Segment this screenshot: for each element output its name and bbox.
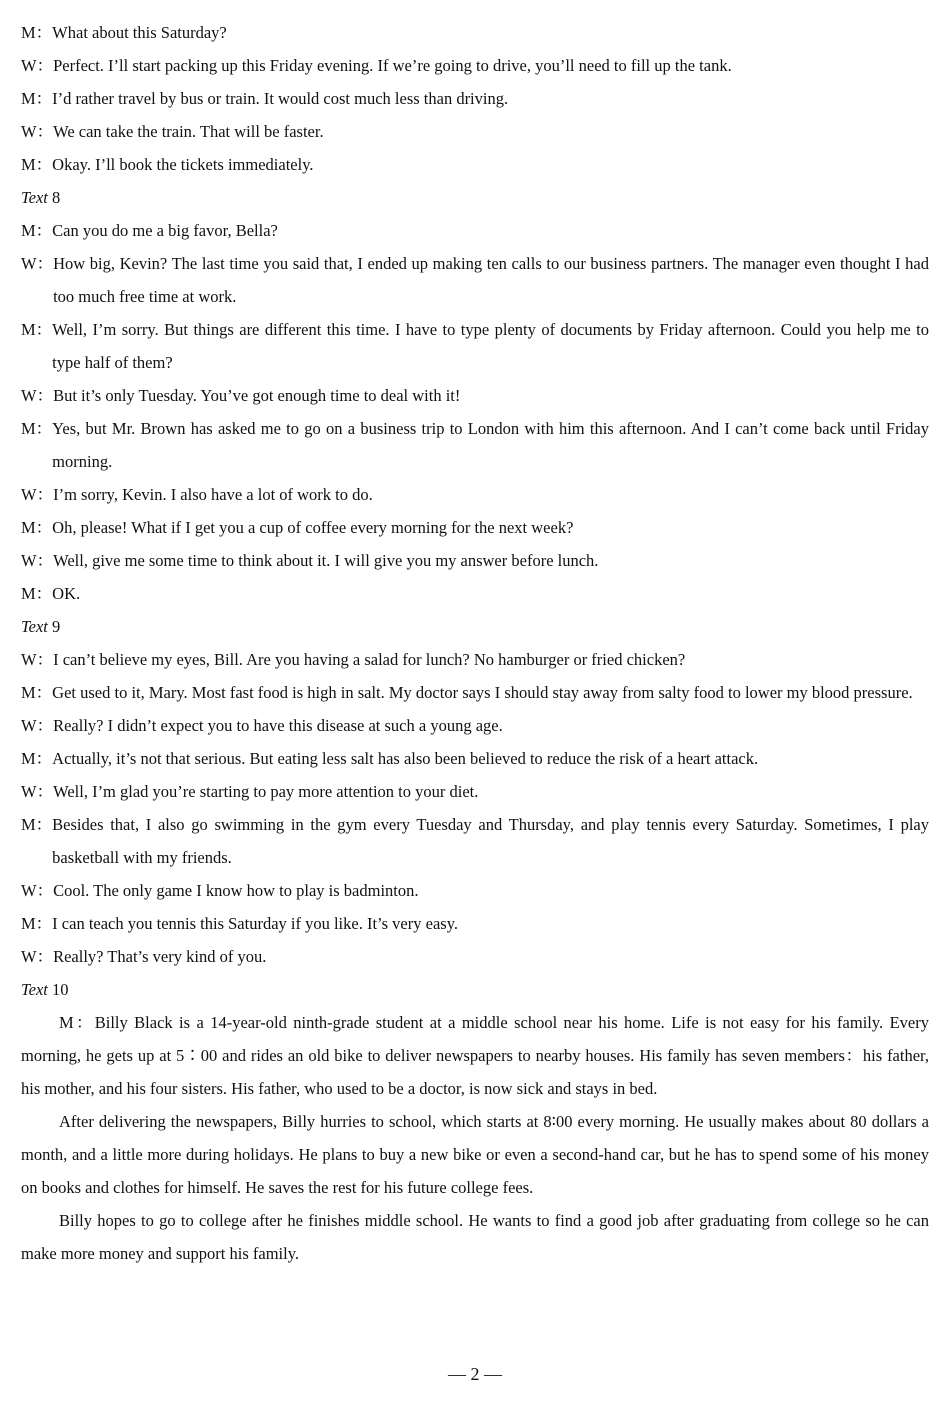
dialogue-turn (21, 808, 929, 874)
speaker-label: W： (21, 551, 54, 570)
utterance: How big, Kevin? The last time you said that, I ended up making ten calls to our business partners. The manager even thought I had too much free time at work. (53, 254, 929, 306)
utterance: OK. (52, 584, 81, 603)
dialogue-turn (21, 676, 929, 709)
speaker-label: M： (21, 749, 53, 768)
speaker-label: W： (21, 56, 54, 75)
speaker-label: M： (21, 155, 53, 174)
utterance: Cool. The only game I know how to play is badminton. (53, 881, 419, 900)
speaker-label: M： (21, 89, 53, 108)
monologue-paragraph: After delivering the newspapers, Billy hurries to school, which starts at 8∶00 every morning. He usually makes about 80 dollars a month, and a little more during holidays. He plans to buy a new bike or even a second-hand car, but he has to spend some of his money on books and clothes for himself. He saves the rest for his future college fees. (21, 1112, 929, 1197)
utterance: Well, give me some time to think about it. I will give you my answer before lunch. (53, 551, 599, 570)
speaker-label: M： (21, 221, 53, 240)
speaker-label: M： (21, 518, 53, 537)
utterance: I’m sorry, Kevin. I also have a lot of work to do. (53, 485, 373, 504)
speaker-label: W： (21, 782, 54, 801)
dialogue-turn (21, 478, 929, 511)
page-number: — 2 — (448, 1364, 502, 1384)
dialogue-turn (21, 49, 929, 82)
utterance: Besides that, I also go swimming in the gym every Tuesday and Thursday, and play tennis every Saturday. Sometimes, I play basketball with my friends. (52, 815, 929, 867)
dialogue-turn (21, 709, 929, 742)
dialogue-turn (21, 511, 929, 544)
speaker-label: W： (21, 485, 54, 504)
heading-label: Text (21, 617, 48, 636)
utterance: I’d rather travel by bus or train. It would cost much less than driving. (52, 89, 509, 108)
heading-number: 8 (47, 188, 61, 207)
dialogue-turn (21, 412, 929, 478)
utterance: Perfect. I’ll start packing up this Friday evening. If we’re going to drive, you’ll need to fill up the tank. (53, 56, 732, 75)
dialogue-turn (21, 577, 929, 610)
speaker-label: M： (21, 419, 53, 438)
speaker-label: W： (21, 881, 54, 900)
dialogue-turn (21, 643, 929, 676)
section-heading-text-9 (21, 610, 929, 643)
utterance: But it’s only Tuesday. You’ve got enough time to deal with it! (53, 386, 461, 405)
speaker-label: W： (21, 254, 54, 273)
dialogue-turn (21, 16, 929, 49)
utterance: Actually, it’s not that serious. But eating less salt has also been believed to reduce the risk of a heart attack. (52, 749, 759, 768)
speaker-label: W： (21, 716, 54, 735)
utterance: Get used to it, Mary. Most fast food is high in salt. My doctor says I should stay away from salty food to lower my blood pressure. (52, 683, 913, 702)
monologue-paragraph: M：Billy Black is a 14-year-old ninth-grade student at a middle school near his home. Life is not easy for his family. Every morning, he gets up at 5∶00 and rides an old bike to deliver newspapers to nearby houses. His family has seven members：his father, his mother, and his four sisters. His father, who used to be a doctor, is now sick and stays in bed. (21, 1013, 929, 1098)
dialogue-turn (21, 940, 929, 973)
utterance: Really? That’s very kind of you. (53, 947, 267, 966)
speaker-label: M： (21, 23, 53, 42)
dialogue-turn (21, 379, 929, 412)
utterance: We can take the train. That will be faster. (53, 122, 324, 141)
utterance: Well, I’m glad you’re starting to pay more attention to your diet. (53, 782, 479, 801)
section-heading-text-10 (21, 973, 929, 1006)
utterance: Really? I didn’t expect you to have this disease at such a young age. (53, 716, 503, 735)
speaker-label: W： (21, 386, 54, 405)
heading-number: 9 (47, 617, 61, 636)
speaker-label: W： (21, 122, 54, 141)
speaker-label: M： (21, 815, 53, 834)
utterance: Okay. I’ll book the tickets immediately. (52, 155, 314, 174)
speaker-label: M： (21, 320, 53, 339)
dialogue-turn (21, 313, 929, 379)
dialogue-turn (21, 82, 929, 115)
dialogue-turn (21, 775, 929, 808)
dialogue-turn (21, 148, 929, 181)
dialogue-turn (21, 874, 929, 907)
monologue-paragraph: Billy hopes to go to college after he finishes middle school. He wants to find a good job after graduating from college so he can make more money and support his family. (21, 1211, 929, 1263)
utterance: What about this Saturday? (52, 23, 227, 42)
dialogue-turn (21, 247, 929, 313)
speaker-label: M： (21, 914, 53, 933)
dialogue-turn (21, 115, 929, 148)
dialogue-turn (21, 742, 929, 775)
utterance: Well, I’m sorry. But things are different this time. I have to type plenty of documents by Friday afternoon. Could you help me to type half of them? (52, 320, 929, 372)
heading-number: 10 (47, 980, 69, 999)
dialogue-turn (21, 544, 929, 577)
speaker-label: W： (21, 947, 54, 966)
heading-label: Text (21, 980, 48, 999)
section-heading-text-8 (21, 181, 929, 214)
speaker-label: M： (21, 683, 53, 702)
utterance: I can teach you tennis this Saturday if you like. It’s very easy. (52, 914, 458, 933)
utterance: Can you do me a big favor, Bella? (52, 221, 278, 240)
dialogue-turn (21, 907, 929, 940)
speaker-label: W： (21, 650, 54, 669)
utterance: I can’t believe my eyes, Bill. Are you having a salad for lunch? No hamburger or fried chicken? (53, 650, 686, 669)
dialogue-turn (21, 214, 929, 247)
speaker-label: M： (21, 584, 53, 603)
transcript (21, 16, 929, 1270)
utterance: Oh, please! What if I get you a cup of coffee every morning for the next week? (52, 518, 574, 537)
utterance: Yes, but Mr. Brown has asked me to go on a business trip to London with him this afternoon. And I can’t come back until Friday morning. (52, 419, 929, 471)
heading-label: Text (21, 188, 48, 207)
